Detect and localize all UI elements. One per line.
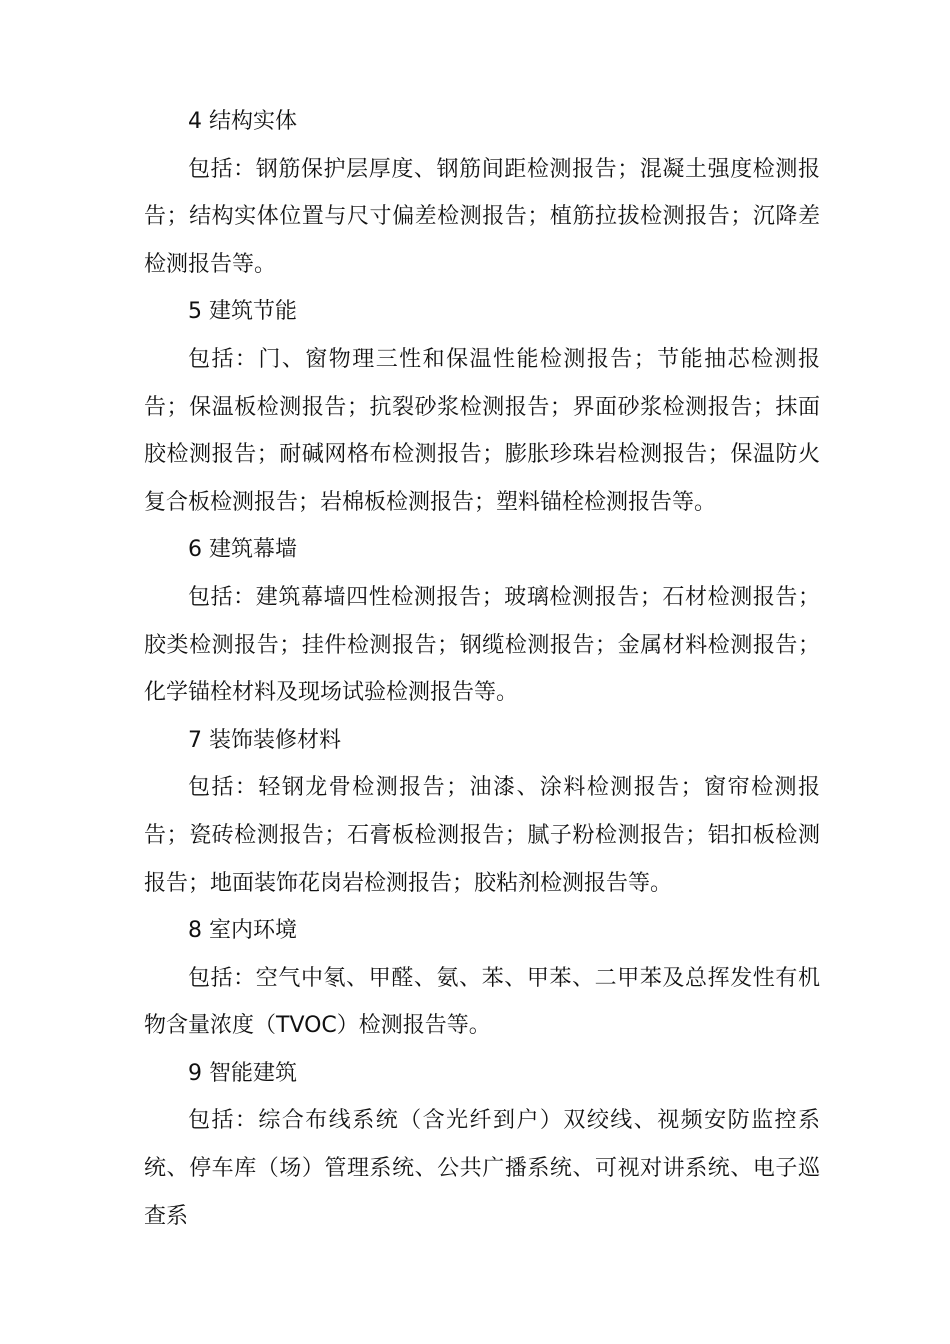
section-heading: 4 结构实体 <box>188 109 297 134</box>
section-body: 包括：空气中氡、甲醛、氨、苯、甲苯、二甲苯及总挥发性有机物含量浓度（TVOC）检测报告等。 <box>144 965 820 1039</box>
section-body: 包括：钢筋保护层厚度、钢筋间距检测报告；混凝土强度检测报告；结构实体位置与尺寸偏差检测报告；植筋拉拔检测报告；沉降差检测报告等。 <box>144 156 820 277</box>
section-heading: 5 建筑节能 <box>188 299 297 325</box>
section-heading: 9 智能建筑 <box>188 1060 297 1086</box>
document-body <box>144 98 820 1240</box>
section-heading: 6 建筑幕墙 <box>188 537 297 563</box>
section-body: 包括：综合布线系统（含光纤到户）双绞线、视频安防监控系统、停车库（场）管理系统、公共广播系统、可视对讲系统、电子巡查系 <box>144 1108 820 1229</box>
section-body: 包括：门、窗物理三性和保温性能检测报告；节能抽芯检测报告；保温板检测报告；抗裂砂浆检测报告；界面砂浆检测报告；抹面胶检测报告；耐碱网格布检测报告；膨胀珍珠岩检测报告；保温防火复合板检测报告；岩棉板检测报告；塑料锚栓检测报告等。 <box>144 346 820 515</box>
section-heading: 8 室内环境 <box>188 918 297 944</box>
section-body: 包括：建筑幕墙四性检测报告；玻璃检测报告；石材检测报告；胶类检测报告；挂件检测报告；钢缆检测报告；金属材料检测报告；化学锚栓材料及现场试验检测报告等。 <box>144 584 820 706</box>
section-heading: 7 装饰装修材料 <box>188 727 341 753</box>
section-body: 包括：轻钢龙骨检测报告；油漆、涂料检测报告；窗帘检测报告；瓷砖检测报告；石膏板检测报告；腻子粉检测报告；铝扣板检测报告；地面装饰花岗岩检测报告；胶粘剂检测报告等。 <box>144 775 820 896</box>
